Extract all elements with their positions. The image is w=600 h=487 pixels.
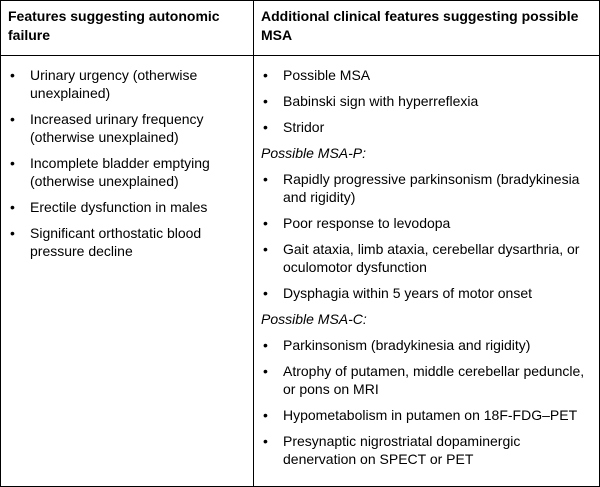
additional-features-column (253, 56, 600, 476)
list-item: • Possible MSA (259, 66, 594, 84)
header-autonomic-failure: Features suggesting autonomic failure (8, 8, 220, 43)
list-item: • Gait ataxia, limb ataxia, cerebellar dysarthria, or oculomotor dysfunction (259, 240, 594, 276)
msa-p-list (259, 170, 594, 302)
list-item: • Hypometabolism in putamen on 18F-FDG–PET (259, 406, 594, 424)
list-item: • Urinary urgency (otherwise unexplained) (6, 66, 247, 102)
list-item: • Erectile dysfunction in males (6, 198, 247, 216)
list-item: • Significant orthostatic blood pressure decline (6, 224, 247, 260)
list-item: • Rapidly progressive parkinsonism (bradykinesia and rigidity) (259, 170, 594, 206)
general-features-list (259, 66, 594, 136)
list-item: • Atrophy of putamen, middle cerebellar peduncle, or pons on MRI (259, 362, 594, 398)
list-item: • Incomplete bladder emptying (otherwise unexplained) (6, 154, 247, 190)
list-item: • Babinski sign with hyperreflexia (259, 92, 594, 110)
msa-c-list (259, 336, 594, 468)
list-item: • Stridor (259, 118, 594, 136)
autonomic-features-column (0, 56, 253, 268)
msa-c-subheading: Possible MSA-C: (261, 311, 367, 327)
msa-p-subheading: Possible MSA-P: (261, 145, 367, 161)
list-item: • Parkinsonism (bradykinesia and rigidity) (259, 336, 594, 354)
list-item: • Presynaptic nigrostriatal dopaminergic denervation on SPECT or PET (259, 432, 594, 468)
autonomic-features-list (6, 66, 247, 260)
list-item: • Dysphagia within 5 years of motor onset (259, 284, 594, 302)
header-additional-features: Additional clinical features suggesting possible MSA (261, 8, 579, 43)
list-item: • Increased urinary frequency (otherwise unexplained) (6, 110, 247, 146)
list-item: • Poor response to levodopa (259, 214, 594, 232)
